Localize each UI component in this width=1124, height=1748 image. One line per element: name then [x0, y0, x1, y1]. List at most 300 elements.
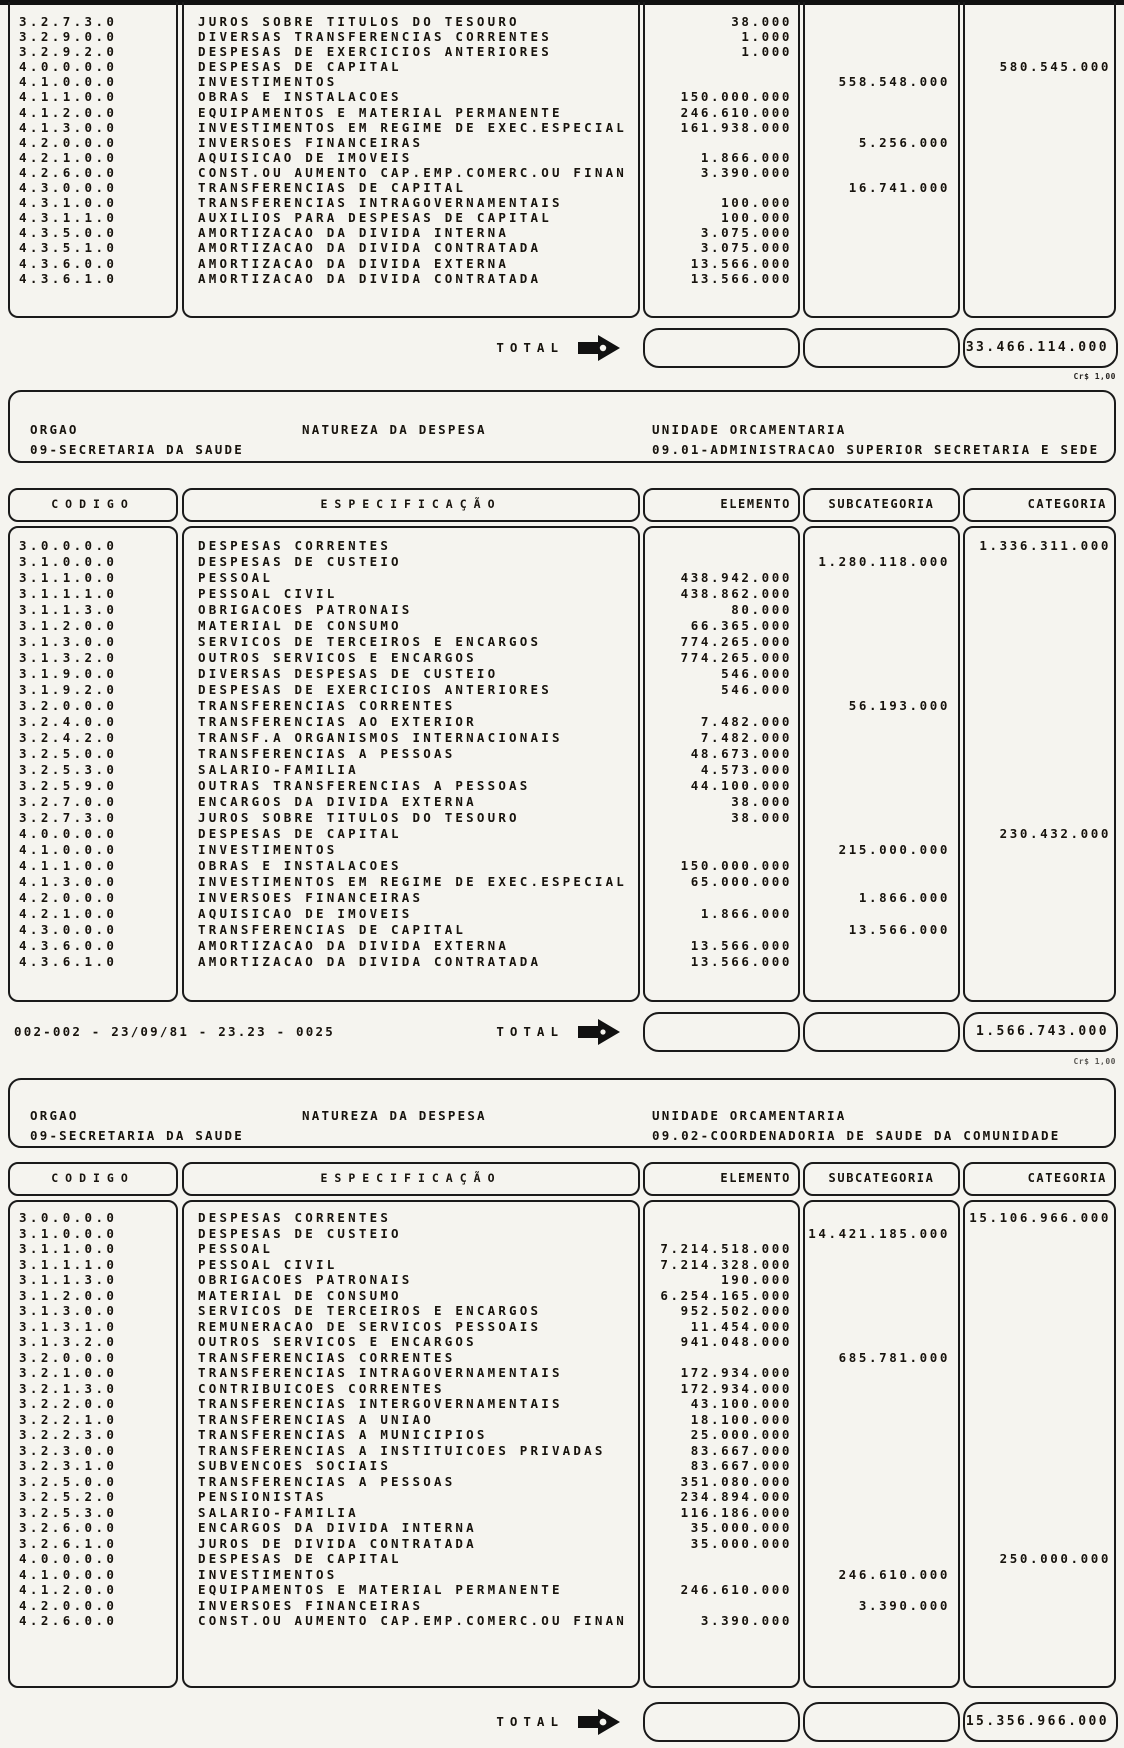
cell-elemento: 774.265.000	[680, 634, 792, 649]
cell-code: 3.2.5.9.0	[19, 778, 118, 793]
cell-code: 3.2.5.3.0	[19, 1504, 118, 1520]
cell-spec: AQUISICAO DE IMOVEIS	[198, 906, 413, 921]
cell-elemento: 234.894.000	[680, 1489, 792, 1504]
cell-code: 3.2.7.3.0	[19, 14, 118, 29]
cell-categoria	[965, 1257, 1114, 1273]
cell-code: 3.1.9.0.0	[19, 666, 118, 681]
cell-spec: TRANSFERENCIAS INTERGOVERNAMENTAIS	[198, 1396, 563, 1411]
cell-spec: PESSOAL	[198, 1241, 274, 1256]
categoria-column	[963, 2, 1116, 318]
cell-subcategoria: 1.280.118.000	[818, 554, 950, 569]
cell-code: 4.3.0.0.0	[19, 922, 118, 937]
cell-spec: MATERIAL DE CONSUMO	[198, 618, 402, 633]
cell-categoria	[965, 810, 1114, 826]
cell-code: 4.3.6.1.0	[19, 954, 118, 969]
cell-categoria	[965, 874, 1114, 890]
cell-code: 4.1.0.0.0	[19, 842, 118, 857]
cell-categoria: 1.336.311.000	[979, 538, 1111, 553]
cell-categoria	[965, 666, 1114, 682]
cell-categoria	[965, 180, 1114, 195]
orgao-label: ORGAO	[30, 1108, 79, 1123]
cell-code: 3.2.7.0.0	[19, 794, 118, 809]
cell-code: 3.2.5.3.0	[19, 762, 118, 777]
cell-elemento: 83.667.000	[690, 1442, 792, 1458]
categoria-column	[963, 1200, 1116, 1688]
cell-categoria	[965, 586, 1114, 602]
cell-code: 3.2.5.0.0	[19, 1473, 118, 1489]
cell-spec: DESPESAS CORRENTES	[198, 538, 392, 553]
cell-categoria	[965, 1443, 1114, 1459]
total-elemento-box	[643, 1702, 800, 1742]
cell-code: 3.1.1.1.0	[19, 586, 118, 601]
cell-spec: SALARIO-FAMILIA	[198, 762, 359, 777]
cell-elemento: 7.482.000	[700, 730, 792, 745]
cell-categoria	[965, 794, 1114, 810]
cell-code: 4.2.1.0.0	[19, 149, 118, 165]
cell-spec: INVESTIMENTOS EM REGIME DE EXEC.ESPECIAL	[198, 874, 628, 889]
cell-categoria: 230.432.000	[999, 826, 1111, 841]
cell-categoria	[965, 1288, 1114, 1304]
cell-subcategoria	[805, 14, 958, 29]
cell-spec: JUROS DE DIVIDA CONTRATADA	[198, 1535, 477, 1551]
total-value: 33.466.114.000	[965, 340, 1109, 355]
unidade-orcamentaria-label: UNIDADE ORCAMENTARIA	[652, 1108, 847, 1123]
cell-elemento: 438.942.000	[680, 570, 792, 585]
cell-code: 4.3.6.0.0	[19, 938, 118, 953]
especificacao-column	[182, 2, 640, 318]
cell-spec: TRANSFERENCIAS A PESSOAS	[198, 1473, 456, 1489]
column-header-subcategoria: SUBCATEGORIA	[803, 488, 960, 522]
cell-spec: DESPESAS DE EXERCICIOS ANTERIORES	[198, 682, 552, 697]
cell-categoria	[965, 746, 1114, 762]
cell-spec: TRANSFERENCIAS AO EXTERIOR	[198, 714, 477, 729]
cell-elemento: 116.186.000	[680, 1504, 792, 1520]
total-categoria-box	[963, 328, 1118, 368]
cell-subcategoria	[805, 1334, 958, 1350]
cell-categoria	[965, 1582, 1114, 1598]
cell-code: 3.0.0.0.0	[19, 1210, 118, 1225]
cell-categoria	[965, 890, 1114, 906]
cell-categoria	[965, 1226, 1114, 1242]
cell-elemento: 546.000	[721, 682, 792, 697]
cell-spec: TRANSF.A ORGANISMOS INTERNACIONAIS	[198, 730, 563, 745]
currency-note: Cr$ 1,00	[1073, 1057, 1116, 1066]
cell-code: 3.1.3.1.0	[19, 1318, 118, 1334]
cell-subcategoria: 56.193.000	[848, 698, 950, 713]
cell-subcategoria	[805, 874, 958, 890]
column-header-row	[0, 1162, 1124, 1196]
cell-subcategoria	[805, 570, 958, 586]
cell-elemento	[645, 538, 798, 554]
cell-subcategoria	[805, 1365, 958, 1381]
cell-elemento: 7.214.518.000	[660, 1241, 792, 1256]
cell-subcategoria	[805, 1613, 958, 1629]
cell-code: 4.2.0.0.0	[19, 134, 118, 150]
cell-spec: CONTRIBUICOES CORRENTES	[198, 1380, 445, 1396]
column-header-especificacao: ESPECIFICAÇÃO	[182, 488, 640, 522]
cell-subcategoria	[805, 1458, 958, 1474]
cell-categoria	[965, 858, 1114, 874]
cell-spec: PESSOAL	[198, 570, 274, 585]
cell-elemento	[645, 842, 798, 858]
cell-categoria	[965, 778, 1114, 794]
column-header-codigo: CODIGO	[8, 488, 178, 522]
orgao-value: 09-SECRETARIA DA SAUDE	[30, 1128, 244, 1143]
cell-spec: AMORTIZACAO DA DIVIDA CONTRATADA	[198, 954, 542, 969]
cell-subcategoria	[805, 1288, 958, 1304]
cell-spec: MATERIAL DE CONSUMO	[198, 1287, 402, 1303]
cell-code: 3.2.0.0.0	[19, 1349, 118, 1365]
cell-code: 4.2.6.0.0	[19, 1613, 118, 1628]
natureza-da-despesa-label: NATUREZA DA DESPESA	[302, 422, 487, 437]
especificacao-column	[182, 1200, 640, 1688]
cell-code: 4.2.0.0.0	[19, 1597, 118, 1613]
cell-spec: REMUNERACAO DE SERVICOS PESSOAIS	[198, 1318, 542, 1334]
cell-spec: AMORTIZACAO DA DIVIDA EXTERNA	[198, 255, 510, 271]
cell-spec: SERVICOS DE TERCEIROS E ENCARGOS	[198, 1303, 542, 1318]
cell-elemento: 246.610.000	[680, 1582, 792, 1597]
cell-spec: TRANSFERENCIAS A UNIAO	[198, 1411, 434, 1427]
cell-spec: AMORTIZACAO DA DIVIDA CONTRATADA	[198, 240, 542, 256]
cell-subcategoria	[805, 165, 958, 180]
cell-code: 3.2.6.1.0	[19, 1535, 118, 1551]
cell-categoria	[965, 210, 1114, 225]
cell-categoria	[965, 938, 1114, 954]
cell-categoria: 580.545.000	[999, 59, 1111, 75]
cell-categoria	[965, 1489, 1114, 1505]
cell-elemento: 774.265.000	[680, 650, 792, 665]
total-label: TOTAL	[496, 1024, 564, 1039]
cell-spec: PESSOAL CIVIL	[198, 1256, 338, 1272]
cell-code: 3.1.1.1.0	[19, 1256, 118, 1272]
cell-elemento	[645, 698, 798, 714]
total-arrow-icon	[576, 333, 622, 367]
cell-spec: TRANSFERENCIAS A INSTITUICOES PRIVADAS	[198, 1442, 606, 1458]
total-value: 1.566.743.000	[976, 1024, 1109, 1039]
total-subcategoria-box	[803, 1702, 960, 1742]
cell-categoria	[965, 922, 1114, 938]
cell-subcategoria	[805, 762, 958, 778]
cell-subcategoria	[805, 810, 958, 826]
cell-categoria	[965, 762, 1114, 778]
cell-elemento: 3.390.000	[700, 164, 792, 180]
cell-code: 4.3.1.0.0	[19, 195, 118, 211]
codigo-column	[8, 1200, 178, 1688]
cell-subcategoria	[805, 1210, 958, 1226]
cell-code: 4.1.3.0.0	[19, 119, 118, 135]
cell-spec: OUTROS SERVICOS E ENCARGOS	[198, 1334, 477, 1349]
cell-spec: PESSOAL CIVIL	[198, 586, 338, 601]
cell-spec: TRANSFERENCIAS CORRENTES	[198, 1349, 456, 1365]
cell-subcategoria	[805, 650, 958, 666]
cell-elemento: 7.482.000	[700, 714, 792, 729]
cell-spec: SALARIO-FAMILIA	[198, 1504, 359, 1520]
cell-subcategoria	[805, 602, 958, 618]
cell-subcategoria	[805, 271, 958, 286]
cell-spec: INVESTIMENTOS	[198, 1566, 338, 1582]
cell-subcategoria	[805, 1474, 958, 1490]
categoria-column	[963, 526, 1116, 1002]
cell-subcategoria	[805, 210, 958, 225]
cell-code: 3.2.2.3.0	[19, 1427, 118, 1442]
cell-spec: INVERSOES FINANCEIRAS	[198, 890, 424, 905]
cell-spec: ENCARGOS DA DIVIDA INTERNA	[198, 1520, 477, 1535]
cell-code: 4.2.0.0.0	[19, 890, 118, 905]
total-row-continuation	[0, 328, 1124, 368]
cell-code: 3.1.3.2.0	[19, 650, 118, 665]
cell-spec: AMORTIZACAO DA DIVIDA CONTRATADA	[198, 270, 542, 286]
cell-spec: OBRIGACOES PATRONAIS	[198, 1272, 413, 1287]
cell-categoria	[965, 1613, 1114, 1629]
cell-spec: TRANSFERENCIAS DE CAPITAL	[198, 180, 467, 196]
cell-spec: DIVERSAS DESPESAS DE CUSTEIO	[198, 666, 499, 681]
cell-subcategoria	[805, 59, 958, 74]
codigo-column	[8, 2, 178, 318]
orgao-value: 09-SECRETARIA DA SAUDE	[30, 442, 244, 457]
cell-subcategoria	[805, 682, 958, 698]
cell-categoria	[965, 74, 1114, 89]
total-value: 15.356.966.000	[965, 1714, 1109, 1729]
cell-subcategoria: 246.610.000	[838, 1566, 950, 1582]
cell-code: 3.2.2.0.0	[19, 1396, 118, 1411]
column-header-row	[0, 488, 1124, 522]
cell-code: 3.1.2.0.0	[19, 1287, 118, 1303]
cell-code: 4.3.0.0.0	[19, 180, 118, 196]
cell-spec: TRANSFERENCIAS A PESSOAS	[198, 746, 456, 761]
cell-elemento: 11.454.000	[690, 1318, 792, 1334]
codigo-column	[8, 526, 178, 1002]
cell-code: 3.2.7.3.0	[19, 810, 118, 825]
cell-categoria	[965, 1381, 1114, 1397]
cell-spec: CONST.OU AUMENTO CAP.EMP.COMERC.OU FINAN	[198, 164, 628, 180]
cell-categoria	[965, 165, 1114, 180]
cell-categoria	[965, 120, 1114, 135]
cell-subcategoria: 558.548.000	[838, 74, 950, 90]
cell-spec: JUROS SOBRE TITULOS DO TESOURO	[198, 810, 520, 825]
cell-subcategoria	[805, 120, 958, 135]
cell-categoria	[965, 730, 1114, 746]
currency-note: Cr$ 1,00	[1073, 372, 1116, 381]
cell-elemento: 6.254.165.000	[660, 1287, 792, 1303]
cell-code: 3.1.0.0.0	[19, 554, 118, 569]
cell-elemento: 3.075.000	[700, 240, 792, 256]
cell-categoria	[965, 1474, 1114, 1490]
cell-spec: TRANSFERENCIAS INTRAGOVERNAMENTAIS	[198, 195, 563, 211]
cell-code: 3.2.5.2.0	[19, 1489, 118, 1504]
cell-spec: OBRIGACOES PATRONAIS	[198, 602, 413, 617]
cell-elemento: 1.000	[741, 44, 792, 60]
cell-elemento: 83.667.000	[690, 1458, 792, 1473]
cell-subcategoria	[805, 1241, 958, 1257]
cell-code: 3.2.5.0.0	[19, 746, 118, 761]
cell-code: 3.2.6.0.0	[19, 1520, 118, 1535]
cell-categoria	[965, 14, 1114, 29]
cell-spec: ENCARGOS DA DIVIDA EXTERNA	[198, 794, 477, 809]
cell-elemento: 44.100.000	[690, 778, 792, 793]
cell-subcategoria	[805, 195, 958, 210]
cell-categoria	[965, 105, 1114, 120]
cell-code: 4.3.1.1.0	[19, 210, 118, 226]
cell-elemento	[645, 826, 798, 842]
cell-categoria: 250.000.000	[999, 1551, 1111, 1566]
cell-elemento: 150.000.000	[680, 89, 792, 105]
column-header-especificacao: ESPECIFICAÇÃO	[182, 1162, 640, 1196]
cell-categoria	[965, 1272, 1114, 1288]
cell-subcategoria	[805, 538, 958, 554]
cell-elemento	[645, 1226, 798, 1242]
cell-categoria	[965, 1350, 1114, 1366]
total-label: TOTAL	[496, 1714, 564, 1729]
cell-elemento	[645, 59, 798, 74]
cell-subcategoria	[805, 666, 958, 682]
subcategoria-column	[803, 1200, 960, 1688]
cell-subcategoria	[805, 1427, 958, 1443]
cell-elemento: 66.365.000	[690, 618, 792, 633]
cell-elemento: 35.000.000	[690, 1520, 792, 1535]
cell-categoria	[965, 89, 1114, 104]
cell-spec: INVERSOES FINANCEIRAS	[198, 1597, 424, 1613]
cell-categoria	[965, 1505, 1114, 1521]
cell-code: 3.2.3.0.0	[19, 1442, 118, 1458]
cell-elemento: 161.938.000	[680, 119, 792, 135]
cell-spec: OBRAS E INSTALACOES	[198, 89, 402, 105]
cell-code: 4.3.6.1.0	[19, 270, 118, 286]
total-row-0901	[0, 1012, 1124, 1052]
cell-categoria	[965, 954, 1114, 970]
cell-spec: INVESTIMENTOS EM REGIME DE EXEC.ESPECIAL	[198, 119, 628, 135]
column-header-elemento: ELEMENTO	[643, 1162, 800, 1196]
cell-code: 3.2.0.0.0	[19, 698, 118, 713]
cell-categoria	[965, 240, 1114, 255]
cell-code: 3.2.9.0.0	[19, 29, 118, 45]
cell-subcategoria	[805, 906, 958, 922]
cell-spec: JUROS SOBRE TITULOS DO TESOURO	[198, 14, 520, 29]
cell-categoria	[965, 150, 1114, 165]
cell-elemento: 1.866.000	[700, 906, 792, 921]
cell-elemento	[645, 1567, 798, 1583]
cell-spec: PENSIONISTAS	[198, 1489, 327, 1504]
total-elemento-box	[643, 1012, 800, 1052]
cell-elemento: 438.862.000	[680, 586, 792, 601]
cell-code: 4.0.0.0.0	[19, 1551, 118, 1566]
cell-categoria	[965, 1598, 1114, 1614]
cell-categoria	[965, 1567, 1114, 1583]
cell-elemento	[645, 1210, 798, 1226]
orgao-label: ORGAO	[30, 422, 79, 437]
cell-code: 4.0.0.0.0	[19, 826, 118, 841]
budget-table-0902	[0, 1200, 1124, 1688]
cell-spec: AMORTIZACAO DA DIVIDA EXTERNA	[198, 938, 510, 953]
cell-elemento: 100.000	[721, 195, 792, 211]
cell-subcategoria	[805, 1412, 958, 1428]
cell-subcategoria	[805, 105, 958, 120]
cell-elemento: 35.000.000	[690, 1535, 792, 1551]
elemento-column	[643, 526, 800, 1002]
cell-categoria	[965, 842, 1114, 858]
cell-spec: DESPESAS DE CAPITAL	[198, 1551, 402, 1566]
cell-code: 4.2.6.0.0	[19, 164, 118, 180]
cell-subcategoria: 5.256.000	[858, 134, 950, 150]
cell-categoria	[965, 1427, 1114, 1443]
cell-code: 3.2.1.0.0	[19, 1365, 118, 1380]
total-row-0902	[0, 1702, 1124, 1742]
cell-elemento	[645, 74, 798, 89]
total-elemento-box	[643, 328, 800, 368]
cell-elemento: 100.000	[721, 210, 792, 226]
cell-code: 4.1.0.0.0	[19, 74, 118, 90]
cell-subcategoria	[805, 89, 958, 104]
cell-subcategoria	[805, 1520, 958, 1536]
cell-elemento	[645, 922, 798, 938]
cell-code: 3.2.9.2.0	[19, 44, 118, 60]
cell-code: 3.2.4.2.0	[19, 730, 118, 745]
cell-spec: INVERSOES FINANCEIRAS	[198, 134, 424, 150]
cell-spec: OUTROS SERVICOS E ENCARGOS	[198, 650, 477, 665]
especificacao-column	[182, 526, 640, 1002]
cell-code: 4.1.3.0.0	[19, 874, 118, 889]
column-header-categoria: CATEGORIA	[963, 488, 1116, 522]
total-subcategoria-box	[803, 1012, 960, 1052]
cell-spec: SUBVENCOES SOCIAIS	[198, 1458, 392, 1473]
cell-categoria	[965, 1458, 1114, 1474]
cell-subcategoria	[805, 714, 958, 730]
cell-categoria	[965, 195, 1114, 210]
cell-elemento: 80.000	[731, 602, 792, 617]
cell-code: 4.1.1.0.0	[19, 89, 118, 105]
cell-categoria	[965, 1536, 1114, 1552]
cell-categoria	[965, 714, 1114, 730]
org-header-box-0901	[8, 390, 1116, 463]
cell-elemento: 38.000	[731, 810, 792, 825]
cell-categoria	[965, 554, 1114, 570]
cell-subcategoria	[805, 225, 958, 240]
cell-spec: TRANSFERENCIAS CORRENTES	[198, 698, 456, 713]
cell-subcategoria	[805, 240, 958, 255]
cell-categoria	[965, 256, 1114, 271]
cell-spec: CONST.OU AUMENTO CAP.EMP.COMERC.OU FINAN	[198, 1613, 628, 1628]
total-categoria-box	[963, 1702, 1118, 1742]
cell-spec: SERVICOS DE TERCEIROS E ENCARGOS	[198, 634, 542, 649]
cell-code: 3.1.3.2.0	[19, 1334, 118, 1349]
elemento-column	[643, 1200, 800, 1688]
cell-subcategoria	[805, 1505, 958, 1521]
cell-categoria	[965, 1241, 1114, 1257]
cell-code: 4.3.6.0.0	[19, 255, 118, 271]
cell-categoria: 15.106.966.000	[969, 1210, 1111, 1225]
column-header-subcategoria: SUBCATEGORIA	[803, 1162, 960, 1196]
cell-code: 3.1.2.0.0	[19, 618, 118, 633]
cell-subcategoria	[805, 150, 958, 165]
column-header-codigo: CODIGO	[8, 1162, 178, 1196]
cell-categoria	[965, 225, 1114, 240]
cell-categoria	[965, 618, 1114, 634]
total-subcategoria-box	[803, 328, 960, 368]
cell-subcategoria	[805, 1582, 958, 1598]
cell-categoria	[965, 1334, 1114, 1350]
cell-spec: INVESTIMENTOS	[198, 842, 338, 857]
cell-categoria	[965, 1365, 1114, 1381]
cell-code: 4.1.2.0.0	[19, 104, 118, 120]
cell-elemento	[645, 1350, 798, 1366]
cell-elemento: 351.080.000	[680, 1473, 792, 1489]
cell-categoria	[965, 570, 1114, 586]
total-categoria-box	[963, 1012, 1118, 1052]
cell-elemento: 246.610.000	[680, 104, 792, 120]
cell-spec: DESPESAS DE CUSTEIO	[198, 554, 402, 569]
cell-spec: EQUIPAMENTOS E MATERIAL PERMANENTE	[198, 1582, 563, 1597]
cell-categoria	[965, 1412, 1114, 1428]
cell-subcategoria	[805, 1272, 958, 1288]
